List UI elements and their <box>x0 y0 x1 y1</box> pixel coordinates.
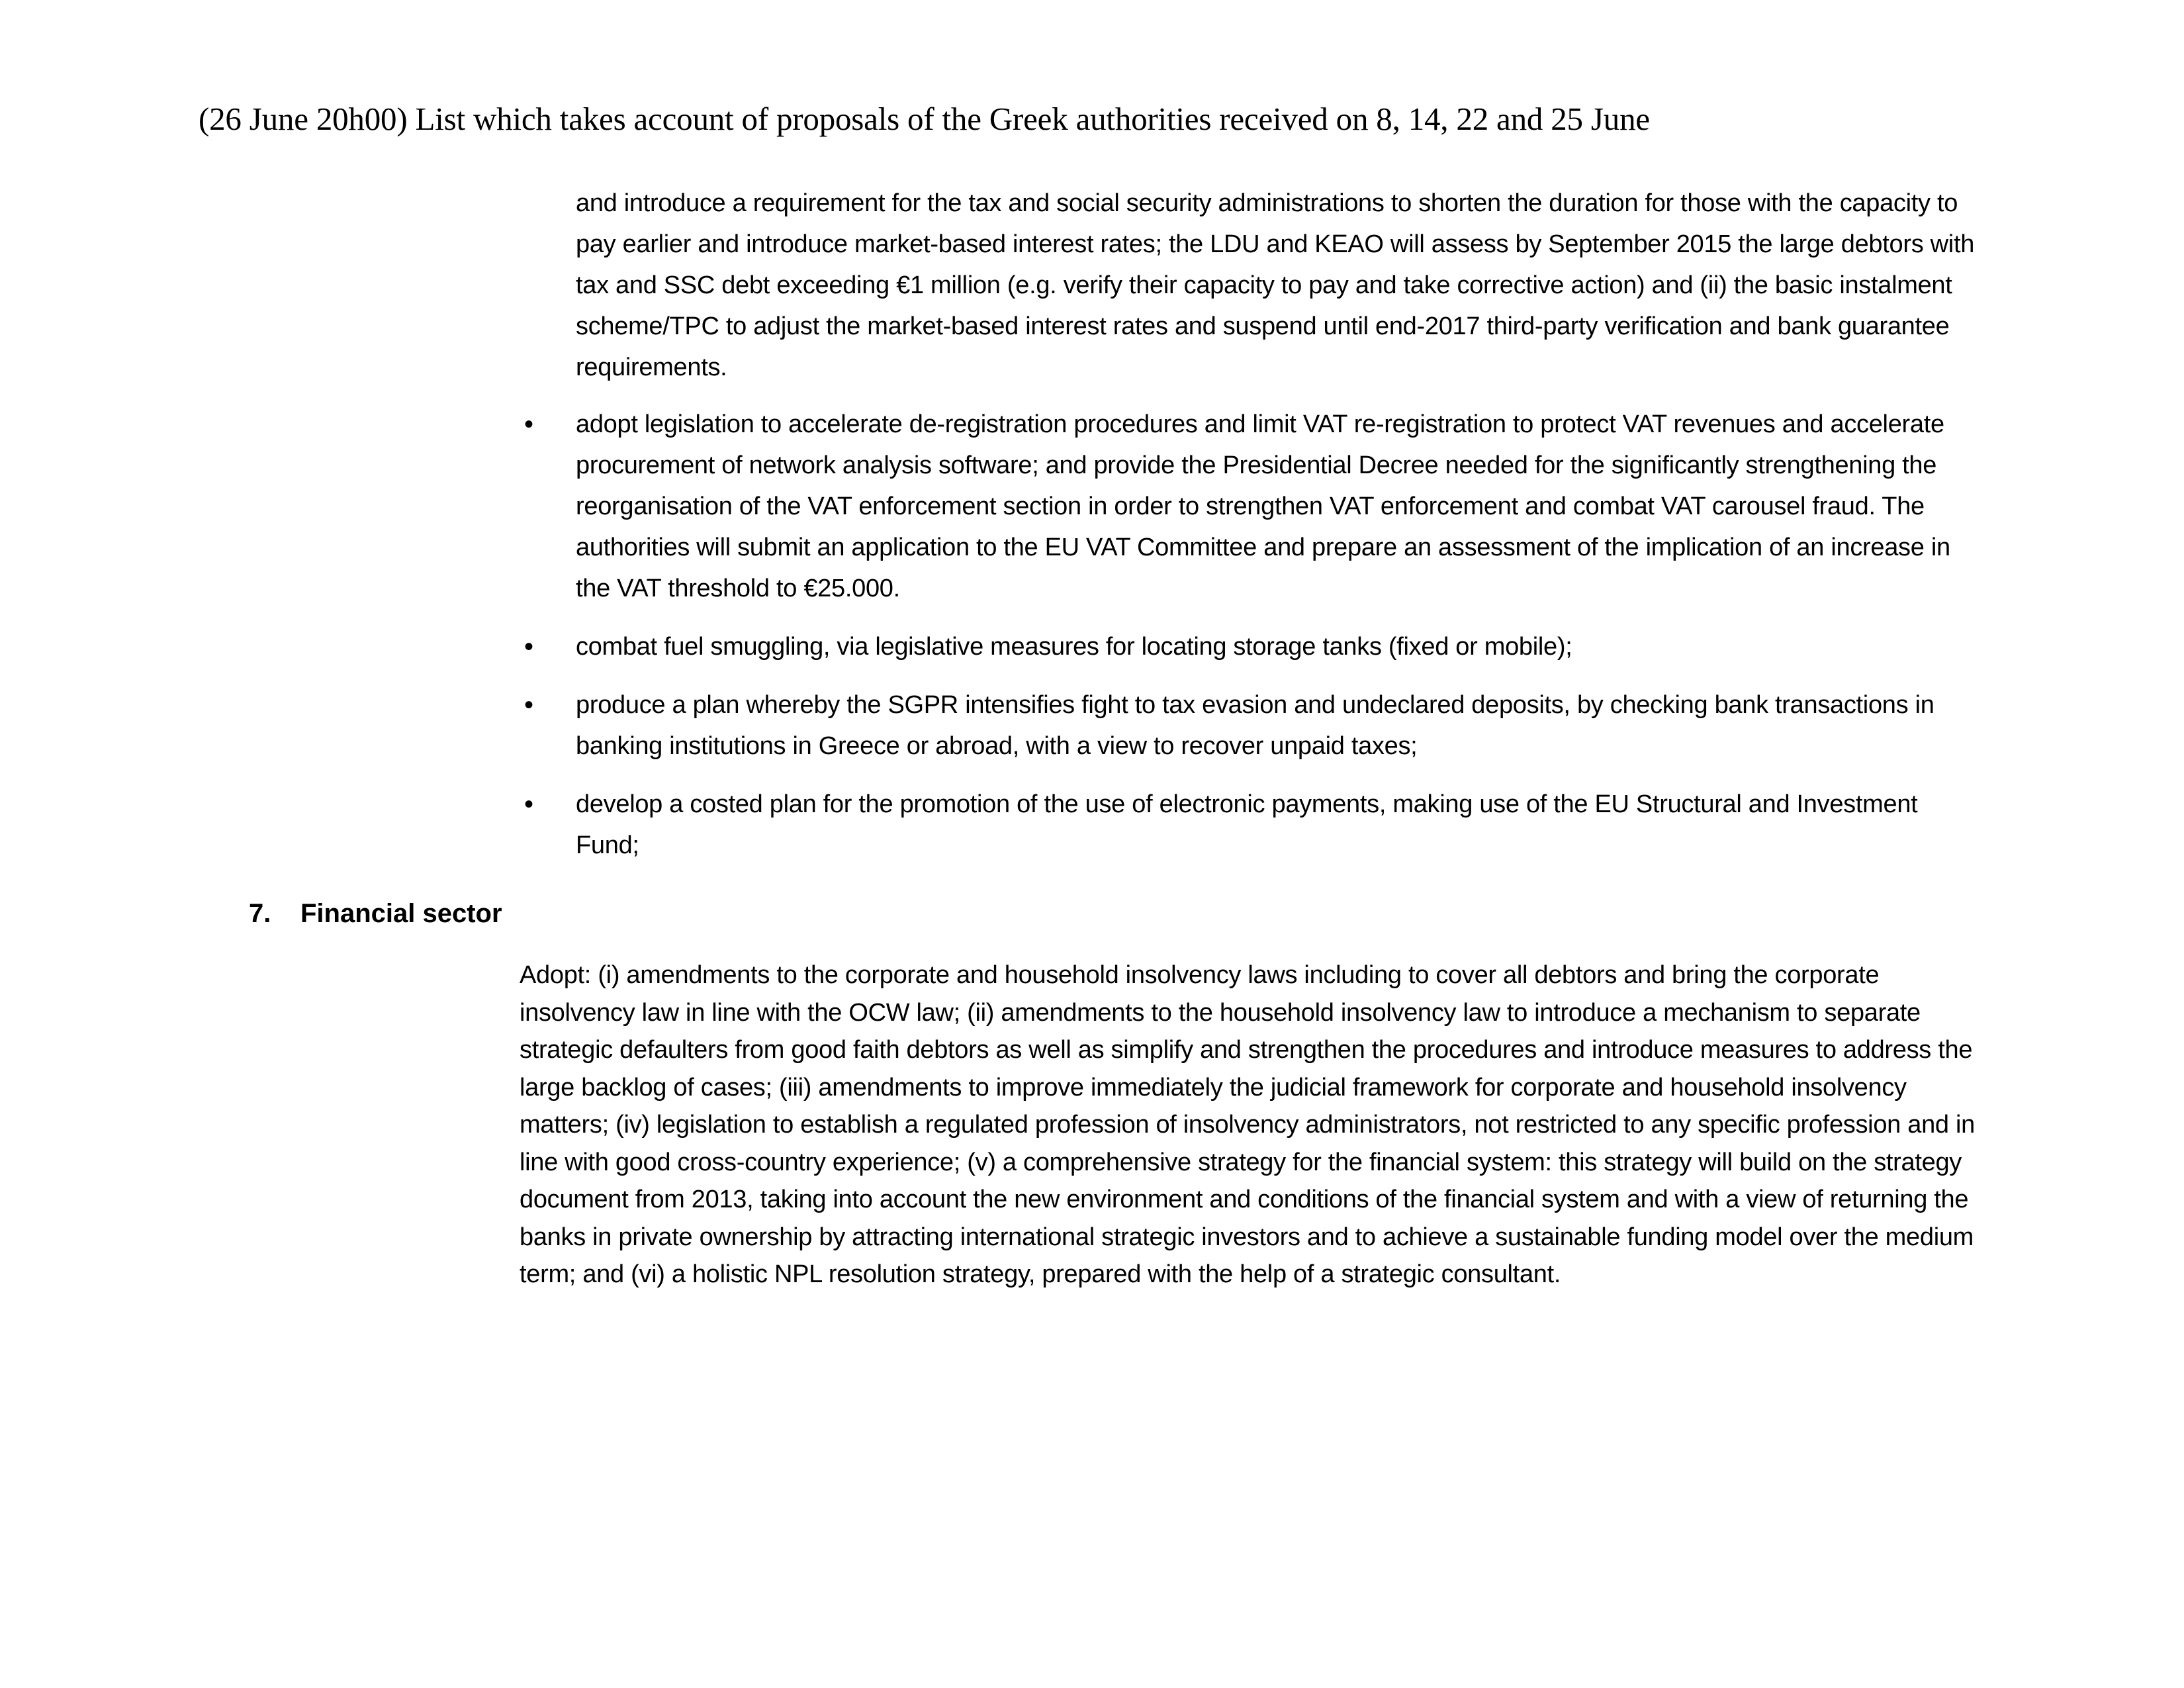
list-item <box>516 404 1979 609</box>
bullet-icon: • <box>524 690 533 720</box>
list-item <box>516 784 1979 866</box>
list-item-text: produce a plan whereby the SGPR intensifies fight to tax evasion and undeclared deposits, by checking bank transactions in banking institutions in Greece or abroad, with a view to recover unpaid taxes; <box>576 691 1934 760</box>
list-item-text: adopt legislation to accelerate de-registration procedures and limit VAT re-registration to protect VAT revenues and accelerate procurement of network analysis software; and provide the Presidential Decree needed for the significantly strengthening the reorganisation of the VAT enforcement section in order to strengthen VAT enforcement and combat VAT carousel fraud. The authorities will submit an application to the EU VAT Committee and prepare an assessment of the implication of an increase in the VAT threshold to €25.000. <box>576 410 1950 602</box>
bullet-icon: • <box>524 790 533 819</box>
list-item-text: develop a costed plan for the promotion of the use of electronic payments, making use of the EU Structural and Investment Fund; <box>576 790 1918 859</box>
continued-bullet-text: and introduce a requirement for the tax and social security administrations to shorten the duration for those with the capacity to pay earlier and introduce market-based interest rates; the LDU and KEAO will assess by September 2015 the large debtors with tax and SSC debt exceeding €1 million (e.g. verify their capacity to pay and take corrective action) and (ii) the basic instalment scheme/TPC to adjust the market-based interest rates and suspend until end-2017 third-party verification and bank guarantee requirements. <box>576 189 1975 381</box>
section-heading <box>249 894 502 933</box>
measures-bullet-list <box>516 404 1979 866</box>
list-item-text: combat fuel smuggling, via legislative measures for locating storage tanks (fixed or mobile); <box>576 633 1572 661</box>
list-item <box>516 626 1979 667</box>
section-number: 7. <box>249 899 271 928</box>
document-header: (26 June 20h00) List which takes account of proposals of the Greek authorities received on 8, 14, 22 and 25 June <box>199 101 1650 137</box>
bullet-icon: • <box>524 410 533 439</box>
section-title: Financial sector <box>300 899 502 928</box>
section-paragraph: Adopt: (i) amendments to the corporate and household insolvency laws including to cover all debtors and bring the corporate insolvency law in line with the OCW law; (ii) amendments to the household insolvency law to introduce a mechanism to separate strategic defaulters from good faith debtors as well as simplify and strengthen the procedures and introduce measures to address the large backlog of cases; (iii) amendments to improve immediately the judicial framework for corporate and household insolvency matters; (iv) legislation to establish a regulated profession of insolvency administrators, not restricted to any specific profession and in line with good cross-country experience; (v) a comprehensive strategy for the financial system: this strategy will build on the strategy document from 2013, taking into account the new environment and conditions of the financial system and with a view of returning the banks in private ownership by attracting international strategic investors and to achieve a sustainable funding model over the medium term; and (vi) a holistic NPL resolution strategy, prepared with the help of a strategic consultant. <box>520 961 1975 1288</box>
bullet-icon: • <box>524 632 533 661</box>
list-item <box>516 684 1979 767</box>
